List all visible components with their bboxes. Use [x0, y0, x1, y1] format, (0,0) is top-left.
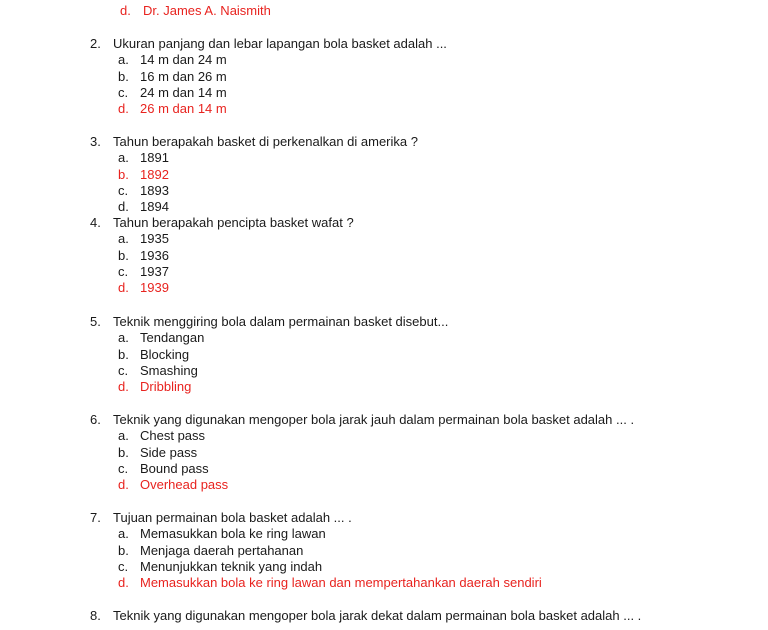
question-number: 7. [90, 510, 101, 525]
top-partial-option [120, 3, 271, 19]
option-letter: b. [118, 346, 129, 362]
option-text: Dr. James A. Naismith [143, 3, 271, 18]
question-text: Tujuan permainan bola basket adalah ... . [113, 510, 352, 525]
question-2 [90, 36, 447, 52]
option-text: 16 m dan 26 m [140, 68, 227, 84]
option-6-c [118, 460, 209, 477]
option-3-a [118, 150, 169, 166]
option-letter: c. [118, 263, 129, 279]
option-letter: d. [118, 379, 129, 395]
option-letter: b. [118, 444, 129, 460]
question-8 [90, 608, 642, 624]
option-5-c [118, 362, 198, 379]
question-number: 2. [90, 36, 101, 51]
option-2-c [118, 84, 227, 101]
option-letter: c. [118, 182, 129, 198]
question-7 [90, 510, 352, 526]
option-3-b [118, 166, 169, 183]
option-text: 1936 [140, 247, 169, 263]
question-3 [90, 134, 418, 150]
option-3-c [118, 182, 169, 199]
option-letter: a. [118, 428, 129, 444]
option-letter: c. [118, 460, 129, 476]
question-number: 3. [90, 134, 101, 149]
option-2-b [118, 68, 227, 85]
option-text: 26 m dan 14 m [140, 101, 227, 117]
question-number: 6. [90, 412, 101, 427]
option-letter: d. [118, 477, 129, 493]
option-6-b [118, 444, 198, 461]
question-4 [90, 215, 354, 231]
option-letter: a. [118, 231, 129, 247]
option-text: Menjaga daerah pertahanan [140, 542, 304, 558]
option-letter: b. [118, 247, 129, 263]
option-text: 1891 [140, 150, 169, 166]
option-letter: c. [118, 362, 129, 378]
option-text: 1892 [140, 166, 169, 182]
option-letter: a. [118, 150, 129, 166]
option-5-b [118, 346, 190, 363]
question-text: Tahun berapakah pencipta basket wafat ? [113, 215, 354, 230]
option-5-d [118, 379, 192, 395]
option-text: Memasukkan bola ke ring lawan [140, 526, 326, 542]
option-7-d [118, 575, 542, 591]
question-text: Tahun berapakah basket di perkenalkan di amerika ? [113, 134, 418, 149]
question-number: 5. [90, 314, 101, 329]
question-number: 8. [90, 608, 101, 623]
option-letter: b. [118, 166, 129, 182]
question-number: 4. [90, 215, 101, 230]
option-text: 1894 [140, 199, 169, 215]
option-letter: c. [118, 84, 129, 100]
option-letter: c. [118, 558, 129, 574]
option-7-b [118, 542, 304, 559]
option-7-c [118, 558, 323, 575]
option-letter: d. [118, 280, 129, 296]
option-text: 14 m dan 24 m [140, 52, 227, 68]
question-text: Teknik menggiring bola dalam permainan basket disebut... [113, 314, 449, 329]
option-letter: d. [120, 3, 131, 18]
option-text: 1937 [140, 263, 169, 279]
option-text: Dribbling [140, 379, 192, 395]
option-text: 1935 [140, 231, 169, 247]
option-2-a [118, 52, 227, 68]
option-text: Smashing [140, 362, 198, 378]
option-text: 24 m dan 14 m [140, 84, 227, 100]
option-2-d [118, 101, 227, 117]
option-4-b [118, 247, 169, 264]
option-text: Blocking [140, 346, 190, 362]
option-letter: d. [118, 199, 129, 215]
question-5 [90, 314, 449, 330]
option-4-a [118, 231, 169, 247]
question-6 [90, 412, 635, 428]
option-4-d [118, 280, 169, 296]
option-letter: d. [118, 575, 129, 591]
option-text: 1939 [140, 280, 169, 296]
option-4-c [118, 263, 169, 280]
option-6-d [118, 477, 229, 493]
option-text: Menunjukkan teknik yang indah [140, 558, 323, 574]
option-letter: a. [118, 330, 129, 346]
option-letter: d. [118, 101, 129, 117]
option-text: Chest pass [140, 428, 206, 444]
option-text: Side pass [140, 444, 198, 460]
option-text: Overhead pass [140, 477, 229, 493]
option-text: Memasukkan bola ke ring lawan dan mempertahankan daerah sendiri [140, 575, 542, 591]
question-text: Ukuran panjang dan lebar lapangan bola basket adalah ... [113, 36, 447, 51]
option-6-a [118, 428, 206, 444]
option-letter: a. [118, 526, 129, 542]
option-text: Tendangan [140, 330, 205, 346]
option-3-d [118, 199, 169, 215]
option-text: 1893 [140, 182, 169, 198]
option-text: Bound pass [140, 460, 209, 476]
question-text: Teknik yang digunakan mengoper bola jarak jauh dalam permainan bola basket adalah ... . [113, 412, 635, 427]
option-letter: b. [118, 542, 129, 558]
option-letter: b. [118, 68, 129, 84]
option-letter: a. [118, 52, 129, 68]
option-5-a [118, 330, 205, 346]
option-7-a [118, 526, 326, 542]
question-text: Teknik yang digunakan mengoper bola jarak dekat dalam permainan bola basket adalah ... . [113, 608, 642, 623]
